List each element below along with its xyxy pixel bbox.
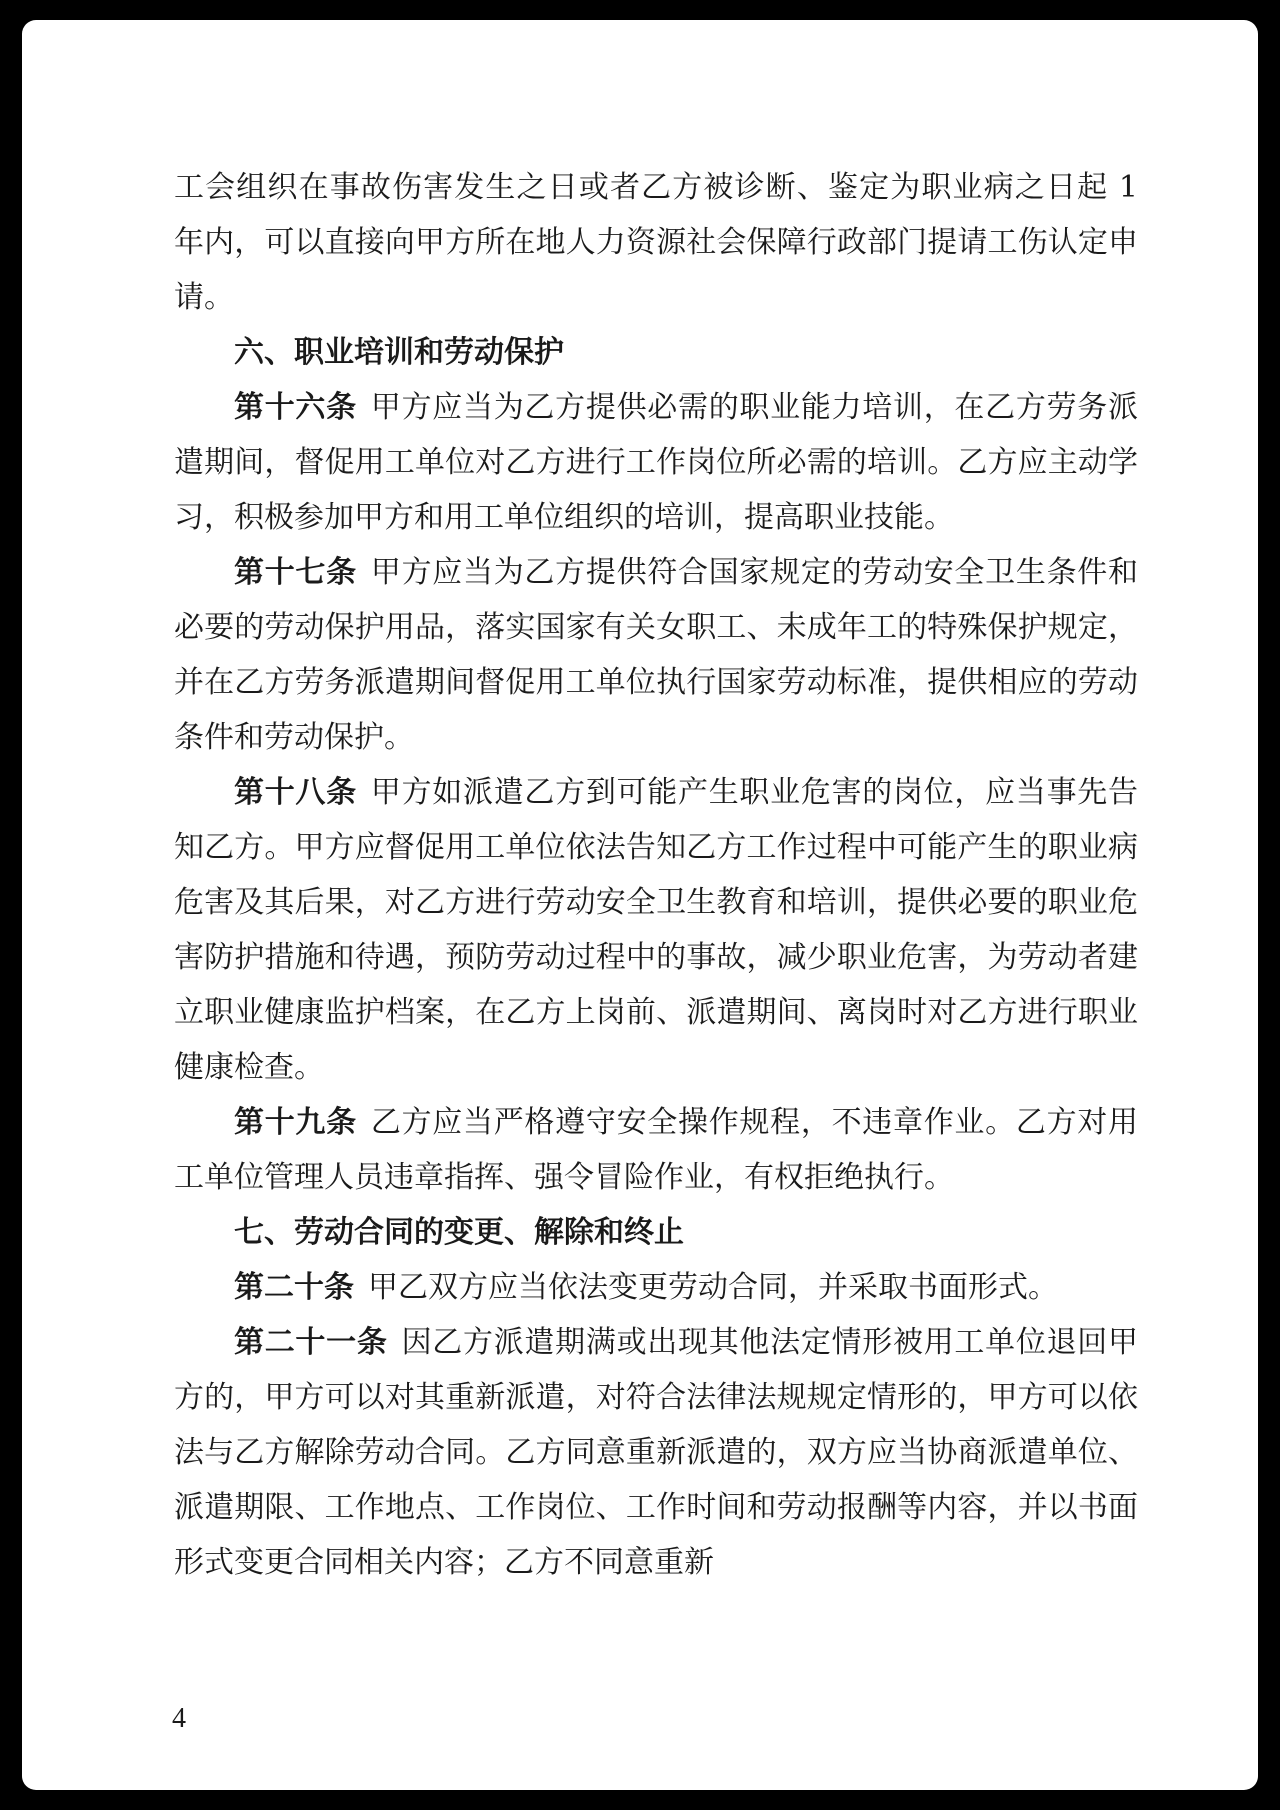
article-text: 甲方应当为乙方提供符合国家规定的劳动安全卫生条件和必要的劳动保护用品，落实国家有关女职工、未成年工的特殊保护规定，并在乙方劳务派遣期间督促用工单位执行国家劳动标准，提供相应的劳动条件和劳动保护。 — [174, 555, 1139, 755]
document-body — [174, 160, 1138, 1590]
article-text: 甲方如派遣乙方到可能产生职业危害的岗位，应当事先告知乙方。甲方应督促用工单位依法告知乙方工作过程中可能产生的职业病危害及其后果，对乙方进行劳动安全卫生教育和培训，提供必要的职业危害防护措施和待遇，预防劳动过程中的事故，减少职业危害，为劳动者建立职业健康监护档案，在乙方上岗前、派遣期间、离岗时对乙方进行职业健康检查。 — [174, 775, 1139, 1085]
article-text: 甲方应当为乙方提供必需的职业能力培训，在乙方劳务派遣期间，督促用工单位对乙方进行工作岗位所必需的培训。乙方应主动学习，积极参加甲方和用工单位组织的培训，提高职业技能。 — [174, 390, 1139, 535]
article-paragraph — [174, 765, 1138, 1095]
article-label: 第二十一条 — [234, 1325, 388, 1360]
page-number: 4 — [172, 1703, 186, 1734]
document-page — [22, 20, 1258, 1790]
article-paragraph — [174, 380, 1138, 545]
article-label: 第十六条 — [234, 390, 357, 425]
article-label: 第二十条 — [234, 1270, 354, 1305]
article-label: 第十九条 — [234, 1105, 357, 1140]
article-label: 第十七条 — [234, 555, 357, 590]
article-text: 乙方应当严格遵守安全操作规程，不违章作业。乙方对用工单位管理人员违章指挥、强令冒险作业，有权拒绝执行。 — [174, 1105, 1139, 1195]
section-heading: 七、劳动合同的变更、解除和终止 — [234, 1215, 684, 1250]
article-text: 甲乙双方应当依法变更劳动合同，并采取书面形式。 — [368, 1270, 1058, 1305]
body-paragraph: 工会组织在事故伤害发生之日或者乙方被诊断、鉴定为职业病之日起 1 年内，可以直接向甲方所在地人力资源社会保障行政部门提请工伤认定申请。 — [174, 170, 1138, 315]
article-paragraph — [174, 1260, 1138, 1315]
article-paragraph — [174, 1315, 1138, 1590]
article-label: 第十八条 — [234, 775, 357, 810]
article-text: 因乙方派遣期满或出现其他法定情形被用工单位退回甲方的，甲方可以对其重新派遣，对符合法律法规规定情形的，甲方可以依法与乙方解除劳动合同。乙方同意重新派遣的，双方应当协商派遣单位、派遣期限、工作地点、工作岗位、工作时间和劳动报酬等内容，并以书面形式变更合同相关内容；乙方不同意重新 — [174, 1325, 1139, 1580]
section-heading: 六、职业培训和劳动保护 — [234, 335, 564, 370]
article-paragraph — [174, 1095, 1138, 1205]
article-paragraph — [174, 545, 1138, 765]
